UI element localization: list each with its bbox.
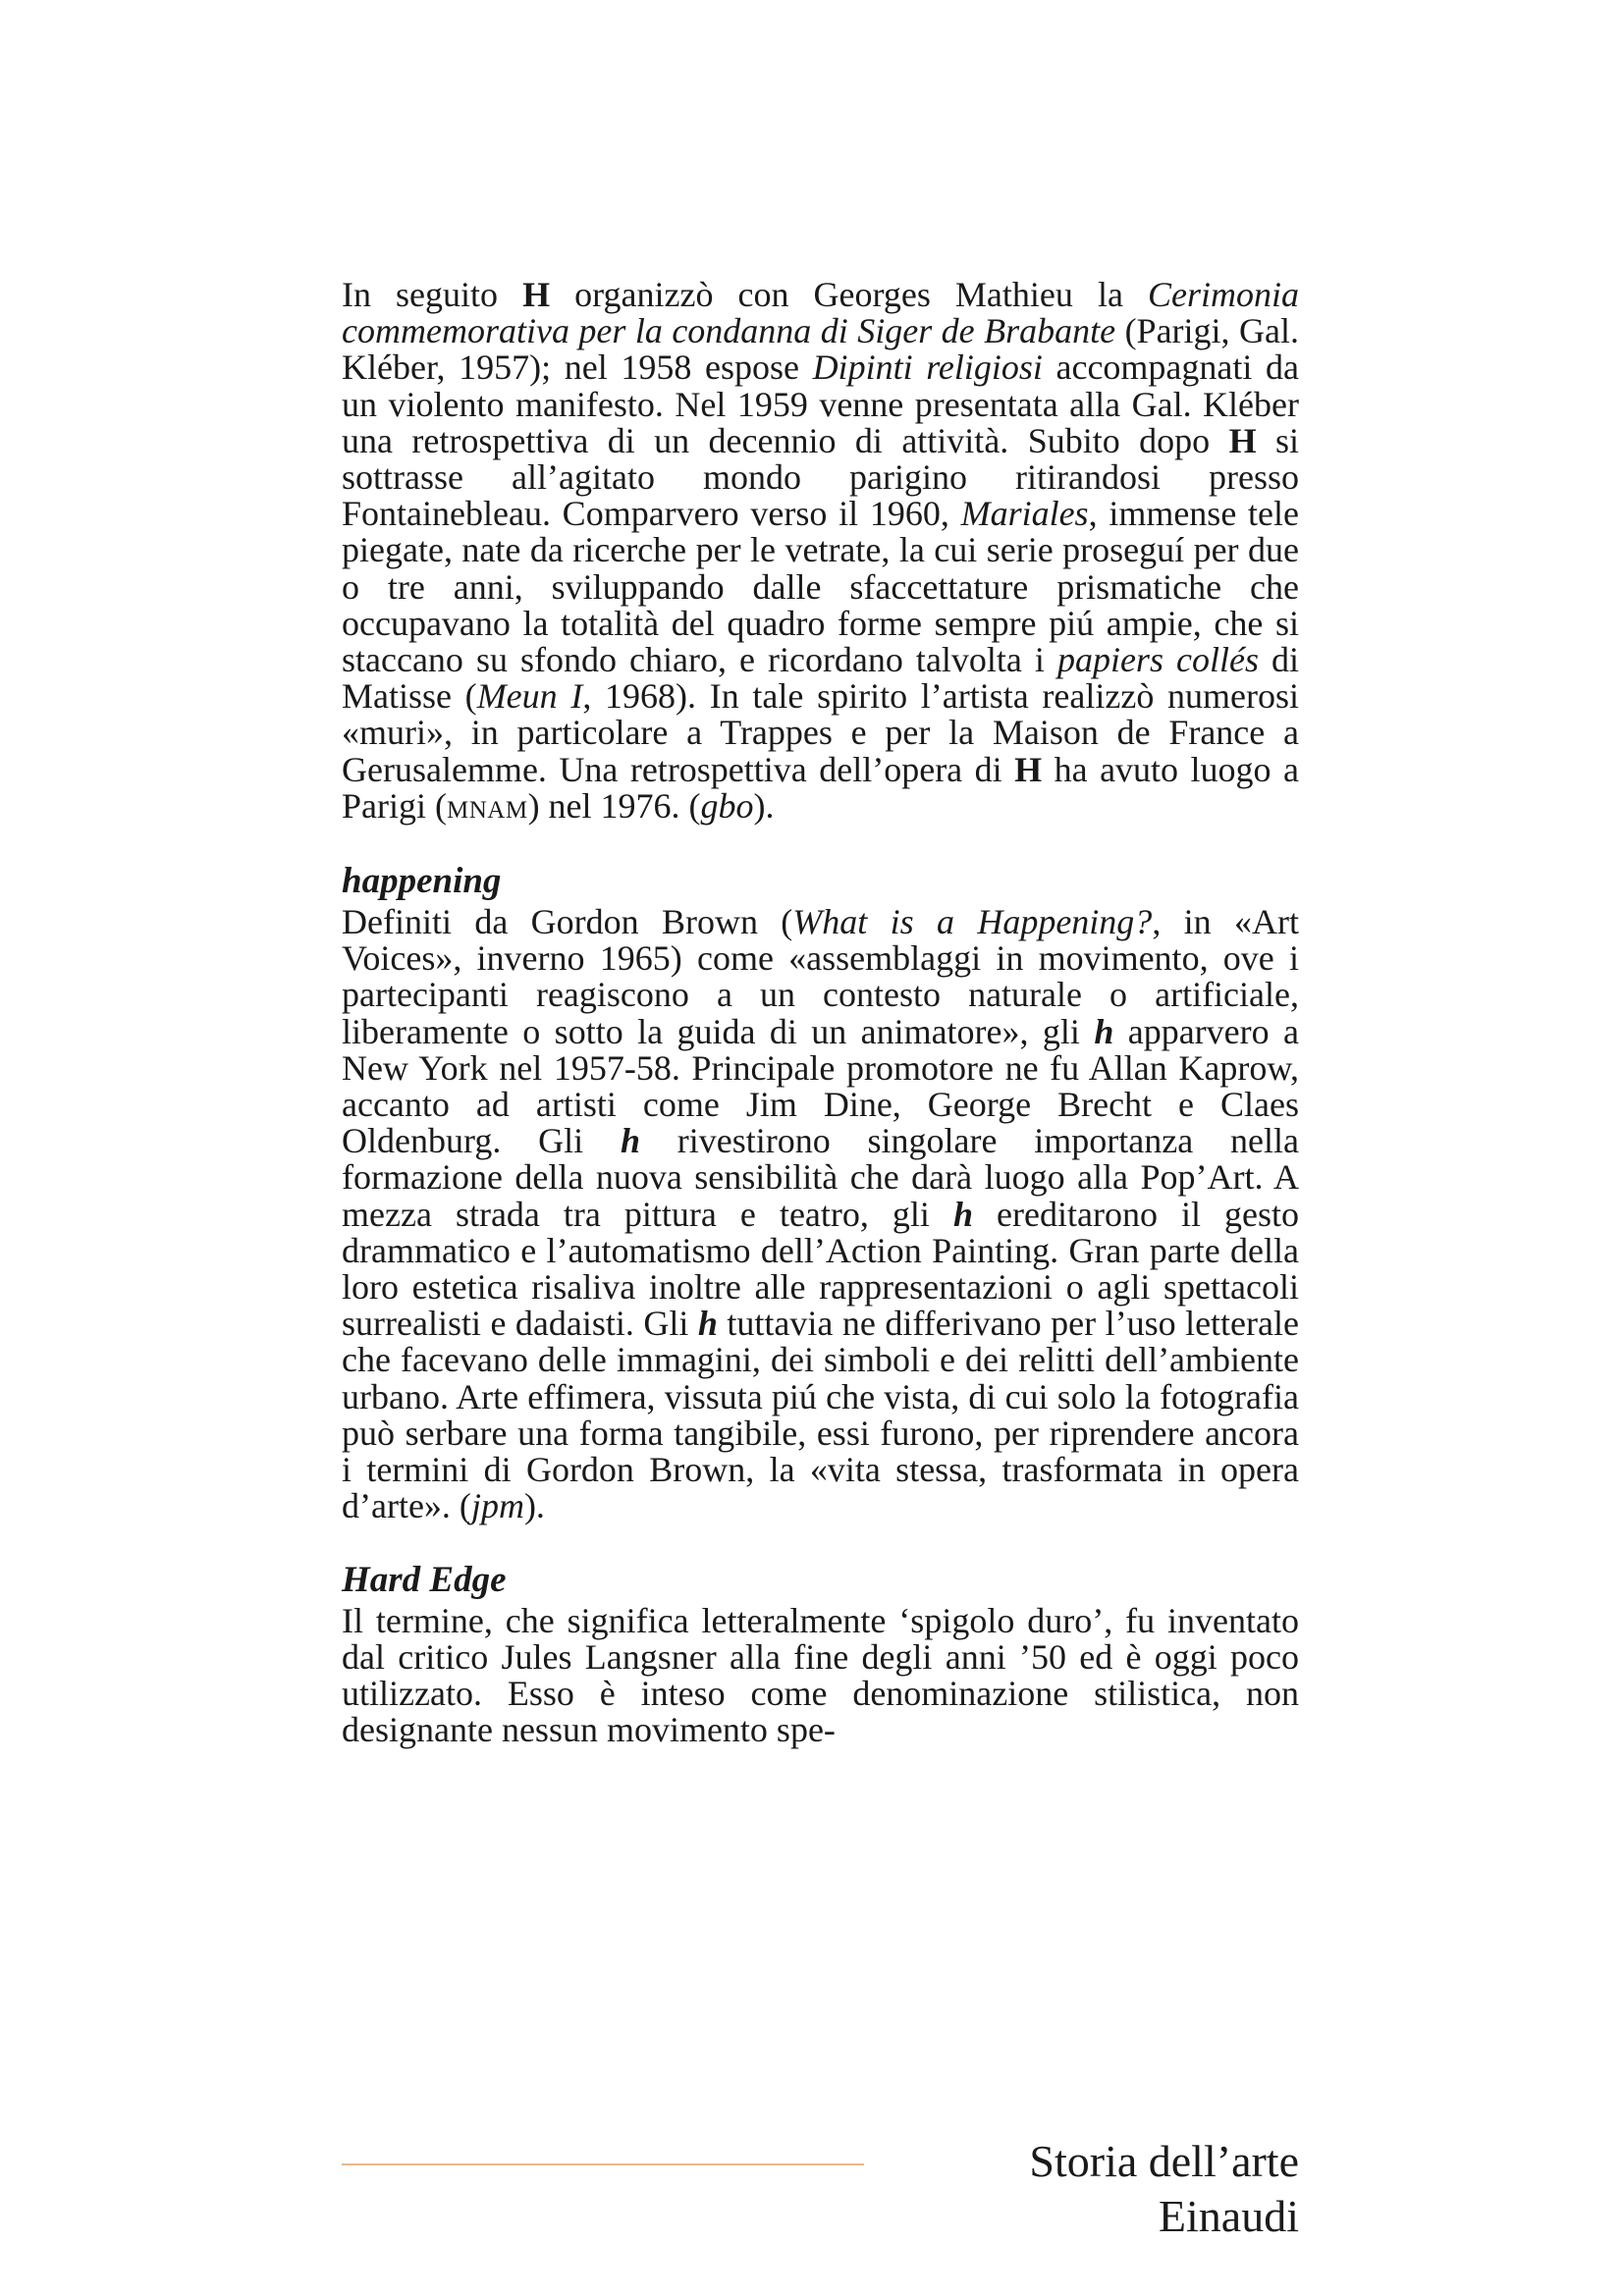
entry-abbrev: h: [1094, 1011, 1114, 1051]
entry-title-hard-edge: Hard Edge: [342, 1559, 507, 1600]
hard-edge-paragraph: Il termine, che significa letteralmente ‘spigolo duro’, fu inventato dal critico Jules Langsner alla fine degli anni ’50 ed è oggi poco utilizzato. Esso è inteso come denominazione stilistica, non designante nessun movimento spe-: [342, 1600, 1299, 1750]
footer-title: Storia dell’arte Einaudi: [1029, 2136, 1299, 2241]
museum-abbrev: mnam: [446, 785, 528, 826]
happening-paragraph: Definiti da Gordon Brown (What is a Happening?, in «Art Voices», inverno 1965) come «assemblaggi in movimento, ove i partecipanti reagiscono a un contesto naturale o artificiale, liberamente o sotto la guida di un animatore», gli h apparvero a New York nel 1957-58. Principale promotore ne fu Allan Kaprow, accanto ad artisti come Jim Dine, George Brecht e Claes Oldenburg. Gli h rivestirono singolare importanza nella formazione della nuova sensibilità che darà luogo alla Pop’Art. A mezza strada tra pittura e teatro, gli h ereditarono il gesto drammatico e l’automatismo dell’Action Painting. Gran parte della loro estetica risaliva inoltre alle rappresentazioni o agli spettacoli surrealisti e dadaisti. Gli h tuttavia ne differivano per l’uso letterale che facevano delle immagini, dei simboli e dei relitti dell’ambiente urbano. Arte effimera, vissuta piú che vista, di cui solo la fotografia può serbare una forma tangibile, essi furono, per riprendere ancora i termini di Gordon Brown, la «vita stessa, trasformata in opera d’arte». (jpm).: [342, 902, 1300, 1526]
author-initials: gbo: [700, 785, 754, 826]
artwork-title: Cerimonia commemorativa per la condanna di Siger de Brabante: [342, 275, 1299, 351]
entry-abbrev: H: [1014, 749, 1043, 789]
entry-abbrev: h: [620, 1121, 640, 1161]
entry-title-happening: happening: [342, 861, 502, 902]
publication-title: What is a Happening?: [792, 902, 1153, 942]
entry-abbrev: H: [1228, 420, 1257, 460]
artwork-title: Mariales: [960, 494, 1089, 534]
author-initials: jpm: [470, 1486, 524, 1526]
italic-term: papiers collés: [1056, 640, 1259, 680]
intro-paragraph: In seguito H organizzò con Georges Mathieu la Cerimonia commemorativa per la condanna di Siger de Brabante (Parigi, Gal. Kléber, 1957); nel 1958 espose Dipinti religiosi accompagnati da un violento manifesto. Nel 1959 venne presentata alla Gal. Kléber una retrospettiva di un decennio di attività. Subito dopo H si sottrasse all’agitato mondo parigino ritirandosi presso Fontainebleau. Comparvero verso il 1960, Mariales, immense tele piegate, nate da ricerche per le vetrate, la cui serie proseguí per due o tre anni, sviluppando dalle sfaccettature prismatiche che occupavano la totalità del quadro forme sempre piú ampie, che si staccano su sfondo chiaro, e ricordano talvolta i papiers collés di Matisse (Meun I, 1968). In tale spirito l’artista realizzò numerosi «muri», in particolare a Trappes e per la Maison de France a Gerusalemme. Una retrospettiva dell’opera di H ha avuto luogo a Parigi (mnam) nel 1976. (gbo).: [342, 275, 1300, 826]
entry-abbrev: h: [952, 1194, 973, 1234]
footer-rule: [342, 2163, 864, 2165]
text-column: [342, 277, 1299, 1748]
entry-abbrev: H: [522, 275, 551, 314]
artwork-title: Dipinti religiosi: [812, 347, 1043, 388]
entry-abbrev: h: [697, 1304, 718, 1344]
artwork-title: Meun I: [476, 676, 583, 717]
